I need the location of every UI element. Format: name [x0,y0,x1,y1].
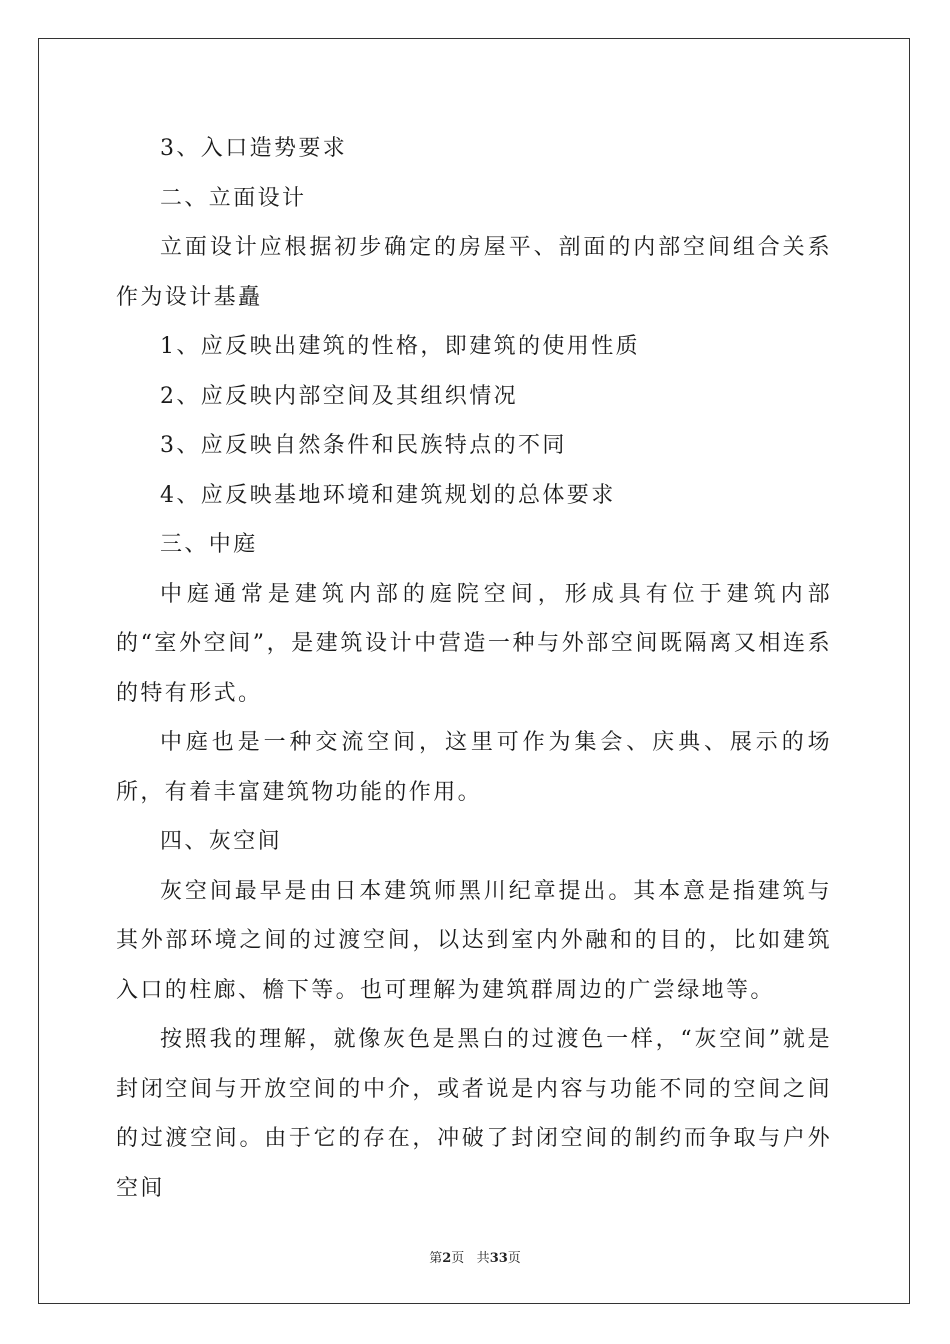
paragraph: 中庭也是一种交流空间，这里可作为集会、庆典、展示的场所，有着丰富建筑物功能的作用。 [116,730,832,805]
page-prefix: 第 [429,1251,443,1266]
section-heading: 三、中庭 [160,532,258,557]
page-footer [0,1247,950,1266]
page-suffix: 页 [451,1251,465,1266]
list-item: 2、应反映内部空间及其组织情况 [160,383,518,409]
list-item: 3、应反映自然条件和民族特点的不同 [160,433,567,458]
paragraph: 3、入口造势要求 [160,136,348,161]
paragraph: 中庭通常是建筑内部的庭院空间，形成具有位于建筑内部的“室外空间”，是建筑设计中营造一种与外部空间既隔离又相连系的特有形式。 [116,581,832,706]
section-heading: 四、灰空间 [160,829,283,854]
section-heading: 二、立面设计 [160,185,307,211]
total-prefix: 共 [476,1251,490,1266]
paragraph: 灰空间最早是由日本建筑师黑川纪章提出。其本意是指建筑与其外部环境之间的过渡空间，以达到室内外融和的目的，比如建筑入口的柱廊、檐下等。也可理解为建筑群周边的广尝绿地等。 [116,878,832,1003]
page-number: 2 [442,1251,452,1266]
list-item: 1、应反映出建筑的性格，即建筑的使用性质 [160,334,640,359]
paragraph: 按照我的理解，就像灰色是黑白的过渡色一样，“灰空间”就是封闭空间与开放空间的中介，或者说是内容与功能不同的空间之间的过渡空间。由于它的存在，冲破了封闭空间的制约而争取与户外空间 [116,1027,832,1201]
list-item: 4、应反映基地环境和建筑规划的总体要求 [160,482,616,508]
total-suffix: 页 [507,1251,521,1266]
document-body [116,124,832,1213]
total-pages: 33 [489,1251,508,1266]
paragraph: 立面设计应根据初步确定的房屋平、剖面的内部空间组合关系作为设计基矗 [116,235,832,310]
